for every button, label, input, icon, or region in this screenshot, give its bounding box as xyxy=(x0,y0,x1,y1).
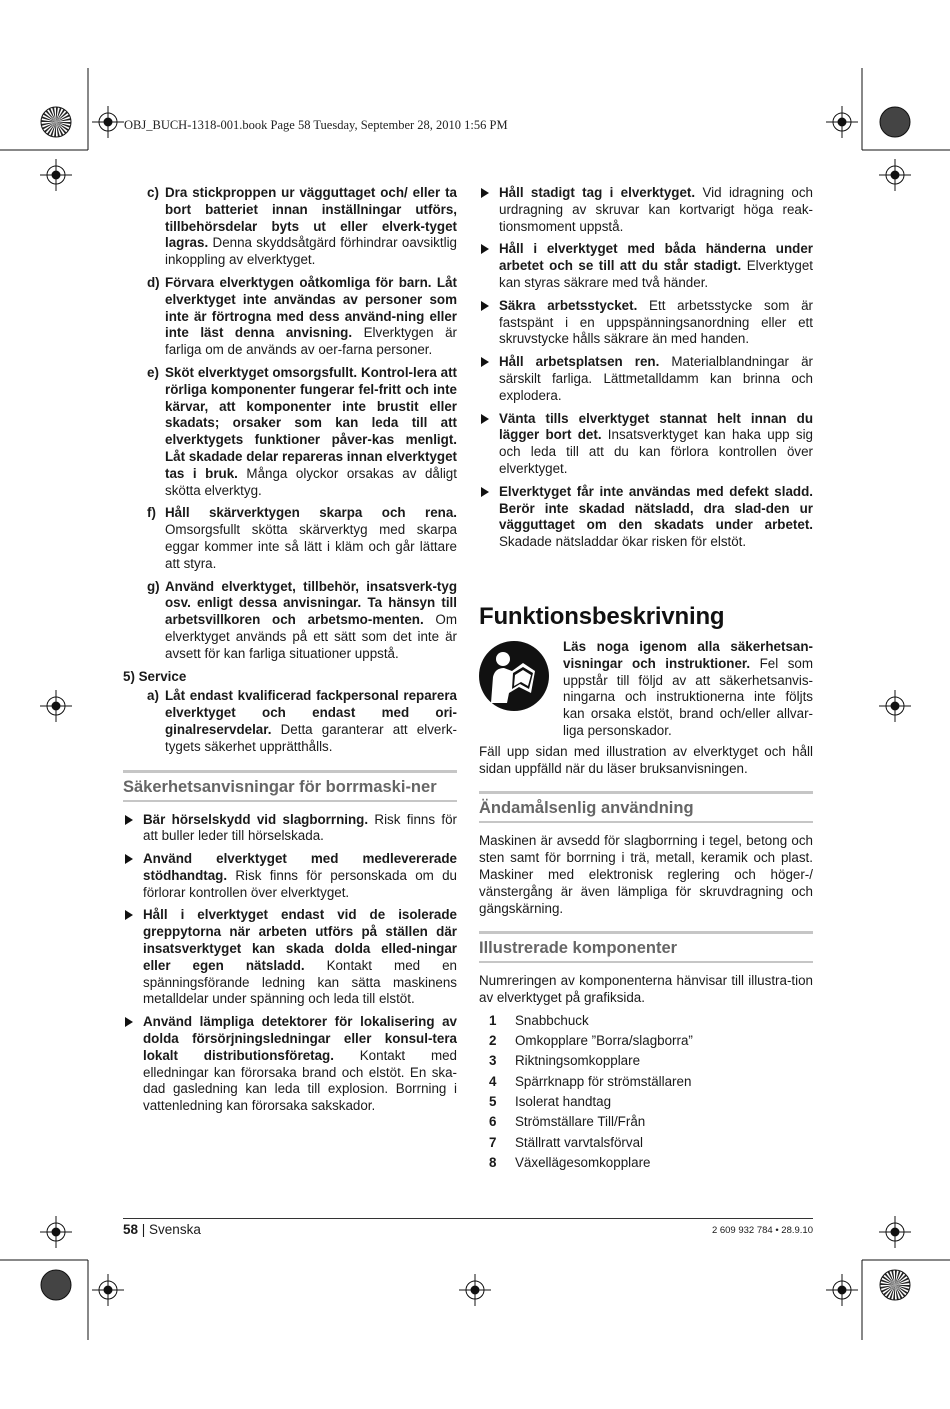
color-target-icon xyxy=(41,107,71,137)
component-name: Strömställare Till/Från xyxy=(515,1114,646,1130)
warning-text: Läs noga igenom alla säkerhetsan-visningar och instruktioner. Fel som uppstår till följd av att säkerhetsanvis-ningarna och instruktionerna inte följts kan orsaka elstöt, brand och/eller allvar-liga personskador. xyxy=(563,638,813,738)
bullet-triangle-icon xyxy=(481,244,489,254)
item-text: Elverktygen är farliga om de används av oer-farna personer. xyxy=(165,325,457,358)
registration-mark-icon xyxy=(459,1274,491,1306)
component-name: Omkopplare ”Borra/slagborra” xyxy=(515,1033,693,1049)
bullet-text: Materialblandningar är särskilt farliga. Lättmetalldamm kan brinna och explodera. xyxy=(499,354,813,403)
drill-safety-bullet xyxy=(123,812,457,846)
read-manual-icon xyxy=(479,641,549,711)
intended-use-text: Maskinen är avsedd för slagborrning i tegel, betong och sten samt för borrning i trä, metall, keramik och plast. Maskiner med elektronisk reglering och höger-/ vänstergång är även lämpliga för skruvdragning och gängskärning. xyxy=(479,833,813,916)
drill-safety-heading: Säkerhetsanvisningar för borrmaski-ner xyxy=(123,770,457,802)
bullet-bold-text: Håll i elverktyget endast vid de isolerade greppytorna när arbeten utförs på ställen där insatsverktyget kan skada dolda elled-ningar eller egen nätsladd. xyxy=(143,907,457,973)
bullet-triangle-icon xyxy=(481,357,489,367)
registration-mark-icon xyxy=(879,690,911,722)
safety-item xyxy=(123,365,457,499)
service-item xyxy=(123,688,457,755)
component-item xyxy=(479,1094,813,1111)
component-name: Riktningsomkopplare xyxy=(515,1053,641,1069)
component-name: Snabbchuck xyxy=(515,1012,589,1028)
component-number: 5 xyxy=(489,1094,497,1110)
component-number: 1 xyxy=(489,1012,497,1028)
component-name: Ställratt varvtalsförval xyxy=(515,1134,643,1150)
component-number: 3 xyxy=(489,1053,497,1069)
bullet-text: Risk finns för personskada om du förlorar kontrollen över elverktyget. xyxy=(143,867,457,900)
page-header: OBJ_BUCH-1318-001.book Page 58 Tuesday, September 28, 2010 1:56 PM xyxy=(124,118,508,132)
component-item xyxy=(479,1013,813,1030)
safety-bullet xyxy=(479,241,813,291)
safety-item xyxy=(123,579,457,663)
component-number: 8 xyxy=(489,1154,497,1170)
drill-safety-bullet xyxy=(123,907,457,1008)
component-number: 6 xyxy=(489,1114,497,1130)
registration-mark-icon xyxy=(879,1216,911,1248)
safety-item xyxy=(123,275,457,359)
read-instructions-warning xyxy=(479,639,813,740)
bullet-text: Vid idragning och urdragning av skruvar kan kortvarigt höga reak-tionsmoment uppstå. xyxy=(499,185,813,234)
drill-safety-bullet xyxy=(123,1014,457,1115)
bullet-text: Skadade nätsladdar ökar risken för elstöt. xyxy=(499,534,747,550)
safety-item xyxy=(123,185,457,269)
color-target-icon xyxy=(880,1270,910,1300)
component-item xyxy=(479,1114,813,1131)
safety-bullet xyxy=(479,185,813,235)
bullet-bold-text: Bär hörselskydd vid slagborrning. xyxy=(143,811,369,827)
component-number: 7 xyxy=(489,1134,497,1150)
safety-bullet xyxy=(479,411,813,478)
component-item xyxy=(479,1033,813,1050)
footer-code: 2 609 932 784 • 28.9.10 xyxy=(711,1225,813,1236)
bullet-text: Elverktyget kan styras säkrare med två händer. xyxy=(499,258,813,290)
bullet-triangle-icon xyxy=(125,1017,133,1027)
bullet-bold-text: Håll arbetsplatsen ren. xyxy=(499,354,660,370)
component-number: 2 xyxy=(489,1033,497,1049)
registration-mark-icon xyxy=(92,1274,124,1306)
component-name: Spärrknapp för strömställaren xyxy=(515,1073,692,1089)
bullet-text: Kontakt med en spänningsförande ledning kan sätta maskinens metalldelar under spänning och leda till elstöt. xyxy=(143,957,457,1007)
item-bold-text: Dra stickproppen ur vägguttaget och/ eller ta bort batteriet innan inställningar utförs, tillbehörsdelar byts ut eller elverk-tyget lagras. xyxy=(165,185,457,251)
components-heading: Illustrerade komponenter xyxy=(479,931,813,963)
component-name: Växellägesomkopplare xyxy=(515,1154,651,1170)
item-label: c) xyxy=(147,185,159,200)
drill-safety-bullet xyxy=(123,851,457,901)
item-bold-text: Håll skärverktygen skarpa och rena. xyxy=(165,505,457,521)
registration-mark-icon xyxy=(40,1216,72,1248)
right-column xyxy=(479,185,813,1175)
item-bold-text: Förvara elverktygen oåtkomliga för barn. Låt elverktyget inte användas av personer som inte är förtrogna med dess använd-ning eller inte läst denna anvisning. xyxy=(165,274,457,341)
safety-bullet xyxy=(479,354,813,404)
bullet-bold-text: Håll i elverktyget med båda händerna under arbetet och se till att du står stadigt. xyxy=(499,241,813,274)
bullet-bold-text: Använd elverktyget med medlevererade stödhandtag. xyxy=(143,851,457,883)
bullet-bold-text: Vänta tills elverktyget stannat helt innan du lägger bort det. xyxy=(499,410,813,443)
component-item xyxy=(479,1155,813,1172)
component-item xyxy=(479,1074,813,1091)
intended-use-heading: Ändamålsenlig användning xyxy=(479,791,813,823)
bullet-bold-text: Håll stadigt tag i elverktyget. xyxy=(499,185,696,200)
item-text: Många olyckor orsakas av dåligt skötta elverktyg. xyxy=(165,465,457,498)
bullet-text: Kontakt med elledningar kan förorsaka brand och elstöt. En ska-dad gasledning kan leda till explosion. Borrning i vattenledning kan förorsaka sakskador. xyxy=(143,1047,457,1114)
registration-mark-icon xyxy=(826,1274,858,1306)
component-number: 4 xyxy=(489,1073,497,1089)
component-name: Isolerat handtag xyxy=(515,1094,612,1110)
page-footer: 58 | Svenska 2 609 932 784 • 28.9.10 xyxy=(123,1218,813,1237)
functions-heading: Funktionsbeskrivning xyxy=(479,602,725,630)
bullet-text: Insatsverktyget kan haka upp sig och leda till att du kan förlora kontrollen över elverktyget. xyxy=(499,427,813,476)
bullet-bold-text: Säkra arbetsstycket. xyxy=(499,297,638,313)
item-label: f) xyxy=(147,505,156,521)
item-text: Om elverktyget används på ett sätt som det inte är avsett för kan farliga situationer uppstå. xyxy=(165,612,457,661)
registration-mark-icon xyxy=(40,690,72,722)
item-label: e) xyxy=(147,364,159,380)
registration-mark-icon xyxy=(40,159,72,191)
registration-mark-icon xyxy=(826,106,858,138)
bullet-triangle-icon xyxy=(125,854,133,864)
service-heading: 5) Service xyxy=(123,668,187,684)
components-intro: Numreringen av komponenterna hänvisar till illustra-tion av elverktyget på grafiksida. xyxy=(479,973,813,1006)
bullet-triangle-icon xyxy=(481,188,489,198)
bullet-bold-text: Elverktyget får inte användas med defekt sladd. Berör inte skadad nätsladd, dra slad-den ur vägguttaget om den skadats under arbetet. xyxy=(499,483,813,533)
item-text: Detta garanterar att elverk-tygets säkerhet upprätthålls. xyxy=(165,721,457,754)
footer-language: Svenska xyxy=(149,1222,201,1237)
bullet-triangle-icon xyxy=(481,487,489,497)
bullet-text: Ett arbetsstycke som är fastspänt i en uppspänningsanordning eller ett skruvstycke hålls säkrare än med handen. xyxy=(499,297,813,347)
item-bold-text: Använd elverktyget, tillbehör, insatsverk-tyg osv. enligt dessa anvisningar. Ta hänsyn till arbetsvillkoren och arbetsmo-menten. xyxy=(165,578,457,628)
safety-bullet xyxy=(479,298,813,348)
bullet-triangle-icon xyxy=(125,815,133,825)
color-target-icon xyxy=(880,107,910,137)
bullet-triangle-icon xyxy=(125,910,133,920)
registration-mark-icon xyxy=(879,159,911,191)
item-label: a) xyxy=(147,688,159,704)
component-item xyxy=(479,1135,813,1152)
item-bold-text: Sköt elverktyget omsorgsfullt. Kontrol-lera att rörliga komponenter fungerar fel-fritt och inte kärvar, att komponenter inte brustit eller skadats; orsaker som kan leda till att elverktygets funktioner påver-kas menligt. Låt skadade delar repareras innan elverktyget tas i bruk. xyxy=(165,364,457,481)
bullet-bold-text: Använd lämpliga detektorer för lokalisering av dolda försörjningsledningar eller konsul-tera lokalt distributionsföretag. xyxy=(143,1014,457,1063)
registration-mark-icon xyxy=(92,106,124,138)
bullet-triangle-icon xyxy=(481,301,489,311)
safety-bullet xyxy=(479,484,813,551)
bullet-triangle-icon xyxy=(481,414,489,424)
page-number: 58 xyxy=(123,1222,139,1237)
component-item xyxy=(479,1053,813,1070)
item-label: g) xyxy=(147,578,160,594)
color-target-icon xyxy=(41,1270,71,1300)
safety-item xyxy=(123,505,457,572)
item-text: Omsorgsfullt skötta skärverktyg med skarpa eggar kommer inte så lätt i kläm och går lättare att styra. xyxy=(165,522,457,571)
item-label: d) xyxy=(147,274,160,290)
fold-out-text: Fäll upp sidan med illustration av elverktyget och håll sidan uppfälld när du läser bruksanvisningen. xyxy=(479,743,813,776)
item-text: Denna skyddsåtgärd förhindrar oavsiktlig inkoppling av elverktyget. xyxy=(165,235,457,268)
item-bold-text: Låt endast kvalificerad fackpersonal reparera elverktyget och endast med ori-ginalreservdelar. xyxy=(165,688,457,737)
bullet-text: Risk finns för att buller leder till hörselskada. xyxy=(143,811,458,844)
left-column xyxy=(123,185,457,1121)
